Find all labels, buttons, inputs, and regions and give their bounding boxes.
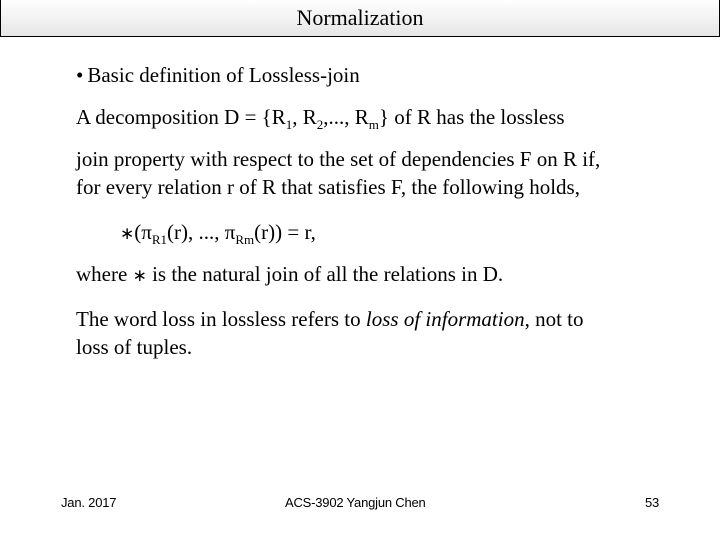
def-mid-1: , R [292,105,317,129]
def-sub-2: 2 [316,117,324,132]
formula-mid: (r), ..., π [167,220,236,244]
where-operator: ∗ [132,266,147,286]
word-loss-emphasis: loss of information [365,307,525,331]
slide-title: Normalization [0,0,720,37]
formula-sub-rm: Rm [235,232,255,247]
def-sub-m: m [368,117,379,132]
formula-open: (π [134,220,152,244]
formula-sub-r1: R1 [151,232,168,247]
footer-page-number: 53 [645,495,660,510]
word-loss-suffix: , not to [524,307,584,331]
heading-text: Basic definition of Lossless-join [87,63,360,87]
def-sub-1: 1 [285,117,293,132]
footer-course: ACS-3902 Yangjun Chen [285,495,426,510]
where-prefix: where [76,262,133,286]
def-suffix: } of R has the lossless [378,105,565,129]
footer-date: Jan. 2017 [61,495,117,510]
def-mid-2: ,..., R [323,105,369,129]
word-loss-line [76,307,584,332]
definition-line-3: for every relation r of R that satisfies F, the following holds, [76,175,580,199]
join-formula [120,220,316,245]
definition-line-2: join property with respect to the set of dependencies F on R if, [76,147,601,171]
def-prefix: A decomposition D = {R [76,105,286,129]
where-suffix: is the natural join of all the relations in D. [146,262,504,286]
bullet-heading [76,63,360,88]
formula-close: (r)) = r, [254,220,316,244]
bullet-symbol: • [76,63,84,87]
where-line [76,262,503,287]
join-operator: ∗ [120,224,135,244]
word-loss-prefix: The word loss in lossless refers to [76,307,366,331]
tuples-line: loss of tuples. [76,335,193,359]
definition-line [76,105,565,130]
